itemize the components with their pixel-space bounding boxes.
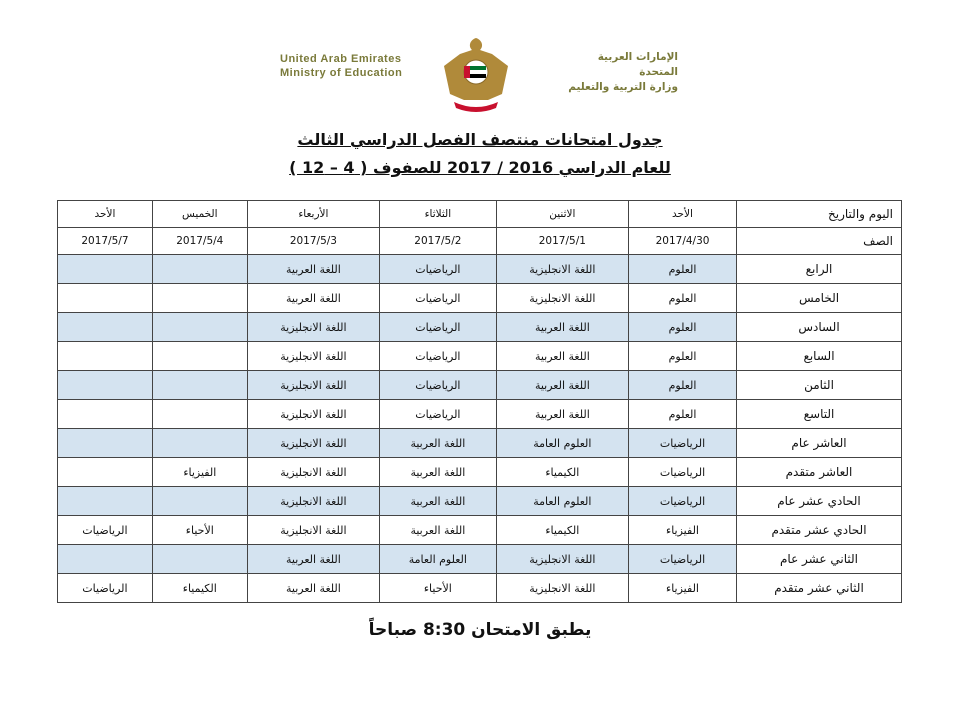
subject-cell [152, 429, 247, 458]
grade-cell: الثاني عشر عام [737, 545, 902, 574]
table-row [58, 516, 902, 545]
subject-cell: الكيمياء [496, 458, 628, 487]
subject-cell: اللغة العربية [496, 313, 628, 342]
table-row [58, 458, 902, 487]
table-row [58, 487, 902, 516]
ministry-name-arabic [568, 50, 678, 95]
subject-cell: اللغة الانجليزية [496, 545, 628, 574]
en-line-2: Ministry of Education [280, 67, 403, 79]
grade-cell: الحادي عشر متقدم [737, 516, 902, 545]
subject-cell: اللغة الانجليزية [496, 255, 628, 284]
grade-cell: العاشر عام [737, 429, 902, 458]
subject-cell: اللغة العربية [496, 400, 628, 429]
grade-cell: الثاني عشر متقدم [737, 574, 902, 603]
subject-cell: الفيزياء [629, 574, 737, 603]
title-line-2: للعام الدراسي 2016 / 2017 للصفوف ( 4 – 12 ) [289, 158, 671, 177]
subject-cell [58, 545, 153, 574]
document-title [0, 130, 960, 149]
date-header: 2017/5/7 [58, 228, 153, 255]
subject-cell [152, 255, 247, 284]
subject-cell [152, 342, 247, 371]
date-header: 2017/5/1 [496, 228, 628, 255]
subject-cell: الرياضيات [629, 429, 737, 458]
header-row-dates [58, 228, 902, 255]
subject-cell: الرياضيات [380, 284, 497, 313]
subject-cell: اللغة العربية [247, 545, 379, 574]
subject-cell: اللغة الانجليزية [247, 516, 379, 545]
subject-cell: اللغة الانجليزية [247, 458, 379, 487]
document-subtitle [0, 158, 960, 177]
subject-cell [152, 313, 247, 342]
subject-cell: اللغة الانجليزية [247, 313, 379, 342]
subject-cell: اللغة الانجليزية [247, 400, 379, 429]
subject-cell: الكيمياء [496, 516, 628, 545]
corner-day-date: اليوم والتاريخ [737, 201, 902, 228]
day-header: الثلاثاء [380, 201, 497, 228]
subject-cell: الرياضيات [629, 487, 737, 516]
subject-cell [58, 255, 153, 284]
day-header: الاثنين [496, 201, 628, 228]
subject-cell: اللغة الانجليزية [496, 284, 628, 313]
subject-cell [152, 284, 247, 313]
subject-cell: اللغة العربية [380, 487, 497, 516]
subject-cell: اللغة العربية [380, 458, 497, 487]
subject-cell: العلوم [629, 400, 737, 429]
grade-cell: الثامن [737, 371, 902, 400]
table-row [58, 342, 902, 371]
grade-cell: التاسع [737, 400, 902, 429]
date-header: 2017/5/2 [380, 228, 497, 255]
subject-cell [152, 487, 247, 516]
subject-cell: الفيزياء [152, 458, 247, 487]
subject-cell [58, 487, 153, 516]
day-header: الأحد [629, 201, 737, 228]
subject-cell: الرياضيات [629, 545, 737, 574]
subject-cell: اللغة الانجليزية [247, 487, 379, 516]
table-row [58, 574, 902, 603]
grade-cell: السابع [737, 342, 902, 371]
subject-cell: العلوم [629, 284, 737, 313]
ministry-name-english [280, 52, 402, 80]
subject-cell [58, 429, 153, 458]
date-header: 2017/4/30 [629, 228, 737, 255]
subject-cell: الرياضيات [380, 371, 497, 400]
subject-cell: الأحياء [152, 516, 247, 545]
subject-cell [152, 400, 247, 429]
subject-cell: اللغة العربية [380, 516, 497, 545]
uae-emblem-icon [436, 36, 516, 114]
subject-cell: الرياضيات [380, 313, 497, 342]
table-row [58, 284, 902, 313]
ar-line-1: الإمارات العربية المتحدة [597, 51, 678, 78]
subject-cell: الرياضيات [629, 458, 737, 487]
subject-cell: العلوم [629, 371, 737, 400]
subject-cell: الرياضيات [380, 255, 497, 284]
grade-cell: الخامس [737, 284, 902, 313]
exam-time-note: يطبق الامتحان 8:30 صباحاً [368, 620, 592, 640]
subject-cell: العلوم [629, 255, 737, 284]
subject-cell: اللغة الانجليزية [247, 371, 379, 400]
ar-line-2: وزارة التربية والتعليم [568, 81, 678, 93]
table-row [58, 255, 902, 284]
table-row [58, 313, 902, 342]
table-row [58, 545, 902, 574]
subject-cell: اللغة العربية [247, 574, 379, 603]
subject-cell: اللغة العربية [247, 255, 379, 284]
subject-cell: الكيمياء [152, 574, 247, 603]
date-header: 2017/5/4 [152, 228, 247, 255]
subject-cell: العلوم [629, 342, 737, 371]
subject-cell: العلوم العامة [380, 545, 497, 574]
grade-cell: الحادي عشر عام [737, 487, 902, 516]
table-row [58, 400, 902, 429]
subject-cell [152, 371, 247, 400]
day-header: الخميس [152, 201, 247, 228]
subject-cell: اللغة الانجليزية [247, 342, 379, 371]
subject-cell [152, 545, 247, 574]
subject-cell: اللغة الانجليزية [496, 574, 628, 603]
subject-cell [58, 400, 153, 429]
grade-cell: العاشر متقدم [737, 458, 902, 487]
subject-cell [58, 284, 153, 313]
subject-cell [58, 371, 153, 400]
grade-cell: السادس [737, 313, 902, 342]
subject-cell: اللغة العربية [247, 284, 379, 313]
subject-cell: الرياضيات [380, 342, 497, 371]
subject-cell: العلوم العامة [496, 429, 628, 458]
day-header: الأحد [58, 201, 153, 228]
subject-cell: الرياضيات [58, 574, 153, 603]
subject-cell [58, 313, 153, 342]
subject-cell: اللغة العربية [496, 371, 628, 400]
subject-cell: اللغة العربية [380, 429, 497, 458]
header-row-days [58, 201, 902, 228]
subject-cell: الفيزياء [629, 516, 737, 545]
subject-cell [58, 458, 153, 487]
subject-cell: اللغة الانجليزية [247, 429, 379, 458]
title-line-1: جدول امتحانات منتصف الفصل الدراسي الثالث [297, 130, 663, 149]
subject-cell: الأحياء [380, 574, 497, 603]
en-line-1: United Arab Emirates [280, 53, 402, 65]
date-header: 2017/5/3 [247, 228, 379, 255]
table-row [58, 429, 902, 458]
subject-cell: العلوم العامة [496, 487, 628, 516]
day-header: الأربعاء [247, 201, 379, 228]
subject-cell: العلوم [629, 313, 737, 342]
subject-cell [58, 342, 153, 371]
subject-cell: الرياضيات [380, 400, 497, 429]
corner-grade: الصف [737, 228, 902, 255]
exam-schedule-table [57, 200, 902, 603]
subject-cell: الرياضيات [58, 516, 153, 545]
grade-cell: الرابع [737, 255, 902, 284]
table-row [58, 371, 902, 400]
subject-cell: اللغة العربية [496, 342, 628, 371]
